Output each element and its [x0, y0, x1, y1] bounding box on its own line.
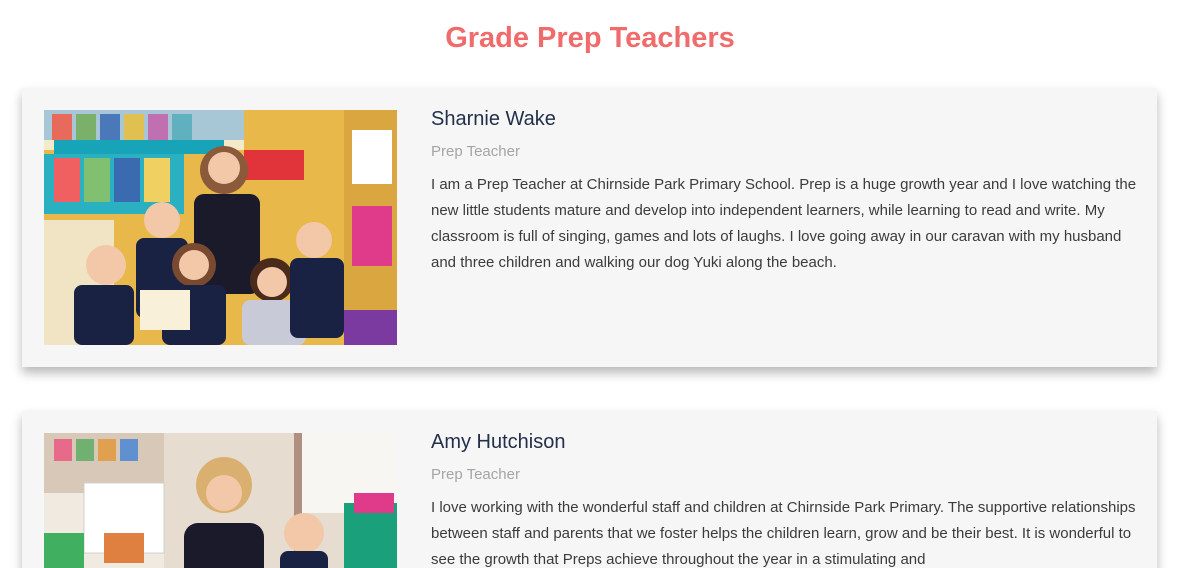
teacher-info [431, 429, 1146, 568]
teacher-bio: I love working with the wonderful staff and children at Chirnside Park Primary. The supportive relationships between staff and parents that we foster helps the children learn, grow and be their best. It is wonderful to see the growth that Preps achieve throughout the year in a stimulating and [431, 499, 1136, 568]
teacher-photo [44, 433, 397, 568]
teacher-photo [44, 110, 397, 345]
teacher-name: Amy Hutchison [431, 431, 566, 453]
teacher-card [22, 88, 1157, 367]
teacher-bio: I am a Prep Teacher at Chirnside Park Primary School. Prep is a huge growth year and I love watching the new little students mature and develop into independent learners, while learning to read and write. My classroom is full of singing, games and lots of laughs. I love going away in our caravan with my husband and three children and walking our dog Yuki along the beach. [431, 176, 1137, 271]
teacher-name: Sharnie Wake [431, 108, 556, 130]
teacher-info [431, 106, 1146, 276]
teacher-role: Prep Teacher [431, 143, 520, 160]
teacher-role: Prep Teacher [431, 466, 520, 483]
section-title: Grade Prep Teachers [445, 22, 735, 54]
teacher-card [22, 411, 1157, 568]
